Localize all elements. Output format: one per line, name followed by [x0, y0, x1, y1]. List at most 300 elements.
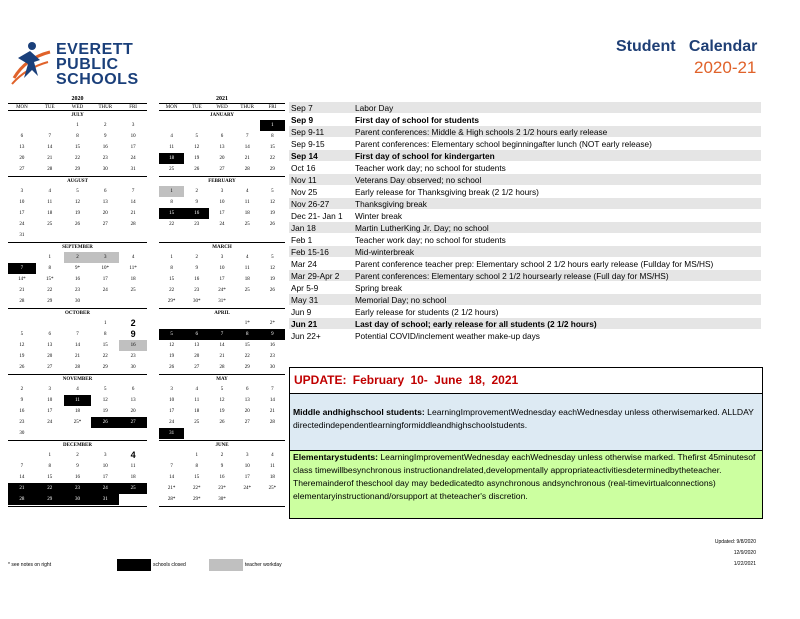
middle-high-text: LearningImprovementWednesday eachWednesday unless otherwisemarked. ALLDAY directedindependentlearningformiddleandhighschoolstudents. — [293, 407, 754, 430]
month-block — [8, 111, 147, 177]
month-name: APRIL — [214, 311, 230, 316]
event-text: Teacher work day; no school for students — [355, 235, 506, 245]
weekday-label: THUR — [98, 105, 113, 110]
week-row — [159, 263, 285, 274]
month-name: OCTOBER — [65, 311, 90, 316]
elementary-note — [290, 451, 762, 518]
day-cell: 11 — [169, 145, 175, 150]
weekday-label: TUE — [191, 105, 202, 110]
day-cell: 2* — [269, 321, 275, 326]
calendar-year-label: 2020 — [71, 96, 84, 102]
day-cell: 10 — [219, 266, 225, 271]
week-row — [8, 219, 147, 230]
day-cell: 2 — [64, 252, 92, 263]
day-cell: 20 — [47, 354, 53, 359]
day-cell: 15 — [244, 343, 250, 348]
weekday-label: WED — [71, 105, 84, 110]
day-cell: 29 — [74, 167, 80, 172]
day-cell: 29* — [167, 299, 176, 304]
day-cell: 8 — [48, 464, 51, 469]
day-cell: 6 — [48, 332, 51, 337]
day-cell: 26 — [91, 417, 119, 428]
day-cell — [8, 120, 36, 131]
week-row — [159, 318, 285, 329]
month-block — [8, 375, 147, 441]
calendar-2021 — [159, 95, 285, 507]
day-cell: 22 — [102, 354, 108, 359]
week-row — [8, 406, 147, 417]
event-date: Dec 21- Jan 1 — [291, 211, 343, 221]
weekday-label: FRI — [129, 105, 137, 110]
day-cell: 24 — [130, 156, 136, 161]
event-date: Sep 14 — [291, 151, 318, 161]
day-cell: 15 — [102, 343, 108, 348]
day-cell: 28 — [269, 420, 275, 425]
event-text: Parent conference teacher prep: Elementary school 2 1/2 hours early release (Fullday for MS/HS) — [355, 259, 714, 269]
day-cell — [8, 450, 36, 461]
update-dates — [698, 537, 756, 570]
week-row — [8, 274, 147, 285]
day-cell: 9 — [260, 329, 285, 340]
day-cell: 9 — [195, 266, 199, 271]
day-cell: 16 — [119, 340, 147, 351]
day-cell: 9 — [20, 398, 24, 403]
day-cell: 10 — [130, 134, 136, 139]
day-cell: 29 — [244, 365, 250, 370]
day-cell: 8 — [195, 464, 199, 469]
event-row — [289, 126, 761, 138]
event-row — [289, 330, 761, 342]
day-cell — [91, 230, 119, 241]
day-cell: 10 — [19, 200, 25, 205]
event-date: Jun 9 — [291, 307, 312, 317]
day-cell: 30 — [74, 299, 80, 304]
middle-high-note — [290, 394, 762, 451]
week-row — [159, 461, 285, 472]
day-cell: 31 — [159, 428, 184, 439]
day-cell: 30 — [19, 431, 25, 436]
day-cell: 10 — [102, 464, 108, 469]
day-cell: 25* — [73, 420, 82, 425]
day-cell — [260, 494, 285, 505]
day-cell: 25 — [130, 288, 136, 293]
day-cell: 21 — [130, 211, 136, 216]
weekday-label: TUE — [44, 105, 55, 110]
day-cell: 1 — [76, 123, 79, 128]
day-cell — [235, 120, 260, 131]
day-cell: 22 — [269, 156, 275, 161]
event-date: Nov 25 — [291, 187, 318, 197]
day-cell: 5 — [271, 255, 274, 260]
week-row — [8, 494, 147, 505]
week-row — [8, 285, 147, 296]
day-cell: 2 — [220, 453, 224, 458]
event-row — [289, 282, 761, 294]
day-cell: 18 — [130, 475, 136, 480]
month-name: SEPTEMBER — [62, 245, 93, 250]
week-row — [8, 395, 147, 406]
day-cell: 29 — [47, 299, 53, 304]
event-date: Sep 9-15 — [291, 139, 325, 149]
week-row — [159, 252, 285, 263]
month-block — [159, 441, 285, 507]
week-row — [159, 417, 285, 428]
day-cell — [260, 296, 285, 307]
day-cell: 27 — [119, 417, 147, 428]
month-name: JUNE — [215, 443, 229, 448]
day-cell: 21 — [269, 409, 275, 414]
day-cell: 22 — [169, 222, 175, 227]
event-date: Nov 26-27 — [291, 199, 330, 209]
event-row — [289, 174, 761, 186]
event-date: Oct 16 — [291, 163, 316, 173]
day-cell: 3 — [220, 189, 224, 194]
day-cell: 4 — [130, 450, 136, 460]
day-cell: 13 — [47, 343, 53, 348]
day-cell: 29 — [36, 494, 64, 505]
day-cell: 11 — [270, 464, 275, 469]
day-cell: 23 — [64, 483, 92, 494]
day-cell: 20 — [130, 409, 136, 414]
month-name: MARCH — [212, 245, 232, 250]
month-block — [8, 243, 147, 309]
day-cell: 2 — [195, 255, 199, 260]
day-cell: 4 — [170, 134, 173, 139]
day-cell: 5 — [76, 189, 79, 194]
day-cell: 1* — [244, 321, 250, 326]
week-row — [159, 153, 285, 164]
month-block — [159, 243, 285, 309]
day-cell: 19 — [102, 409, 108, 414]
week-row — [8, 450, 147, 461]
day-cell: 13 — [102, 200, 108, 205]
event-date: May 31 — [291, 295, 319, 305]
day-cell — [8, 318, 36, 329]
day-cell: 5 — [159, 329, 184, 340]
day-cell: 27 — [244, 420, 250, 425]
calendar-year-label: 2021 — [216, 96, 228, 102]
event-date: Feb 1 — [291, 235, 313, 245]
day-cell: 14 — [244, 145, 250, 150]
calendar-2020 — [8, 95, 147, 507]
day-cell: 20 — [194, 354, 200, 359]
week-row — [159, 428, 285, 439]
week-row — [8, 362, 147, 373]
week-row — [159, 296, 285, 307]
day-cell — [184, 318, 209, 329]
day-cell — [260, 428, 285, 439]
day-cell — [159, 318, 184, 329]
day-cell: 28 — [47, 167, 53, 172]
week-row — [159, 197, 285, 208]
month-block — [8, 441, 147, 507]
event-date: Mar 29-Apr 2 — [291, 271, 340, 281]
day-cell: 17 — [102, 475, 108, 480]
day-cell: 30 — [269, 365, 275, 370]
event-text: First day of school for students — [355, 115, 480, 125]
day-cell: 17 — [102, 277, 108, 282]
week-row — [159, 351, 285, 362]
week-row — [159, 329, 285, 340]
event-row — [289, 294, 761, 306]
event-text: Early release for students (2 1/2 hours) — [355, 307, 499, 317]
day-cell: 6 — [245, 387, 249, 392]
workday-swatch — [209, 559, 243, 571]
day-cell: 26 — [19, 365, 25, 370]
day-cell: 21 — [74, 354, 80, 359]
day-cell: 30 — [130, 365, 136, 370]
weekday-label: MON — [165, 105, 178, 110]
day-cell: 20 — [219, 156, 225, 161]
day-cell: 25 — [194, 420, 200, 425]
day-cell: 6 — [184, 329, 209, 340]
day-cell: 5 — [20, 332, 24, 337]
day-cell: 25* — [268, 486, 277, 491]
day-cell: 9 — [220, 464, 224, 469]
day-cell: 17 — [244, 475, 250, 480]
day-cell: 10 — [47, 398, 53, 403]
day-cell: 5 — [104, 387, 107, 392]
week-row — [8, 120, 147, 131]
day-cell — [209, 120, 234, 131]
day-cell: 7 — [209, 329, 234, 340]
day-cell — [235, 494, 260, 505]
week-row — [8, 263, 147, 274]
day-cell: 26 — [269, 288, 275, 293]
day-cell: 18 — [159, 153, 184, 164]
day-cell: 27 — [19, 167, 25, 172]
day-cell: 9 — [195, 200, 199, 205]
day-cell: 11 — [244, 200, 250, 205]
day-cell: 16 — [184, 208, 209, 219]
day-cell: 17 — [19, 211, 25, 216]
event-row — [289, 234, 761, 246]
day-cell — [36, 428, 64, 439]
day-cell: 17 — [219, 277, 225, 282]
day-cell: 14 — [74, 343, 80, 348]
day-cell: 5 — [220, 387, 224, 392]
day-cell: 5 — [195, 134, 199, 139]
day-cell: 12 — [74, 200, 80, 205]
event-row — [289, 270, 761, 282]
week-row — [8, 230, 147, 241]
events-list — [289, 102, 761, 342]
week-row — [159, 362, 285, 373]
day-cell: 31 — [19, 233, 25, 238]
day-cell: 19 — [219, 409, 225, 414]
day-cell: 30* — [218, 497, 226, 502]
day-cell: 4 — [245, 189, 249, 194]
page-title: Student Calendar — [616, 38, 758, 55]
month-block — [159, 177, 285, 243]
event-date: Apr 5-9 — [291, 283, 319, 293]
day-cell: 11 — [64, 395, 92, 406]
day-cell: 12 — [19, 343, 25, 348]
day-cell: 22 — [244, 354, 250, 359]
day-cell: 7 — [245, 134, 249, 139]
day-cell: 3 — [91, 252, 119, 263]
week-row — [8, 417, 147, 428]
day-cell: 9 — [76, 464, 79, 469]
day-cell: 3 — [220, 255, 224, 260]
event-date: Jun 22+ — [291, 331, 321, 341]
legend-closed: schools closed — [153, 562, 186, 568]
day-cell: 24 — [219, 222, 225, 227]
day-cell: 24 — [102, 288, 108, 293]
day-cell: 8 — [104, 332, 107, 337]
day-cell: 17 — [169, 409, 175, 414]
school-year: 2020-21 — [694, 58, 757, 77]
weekday-label: FRI — [268, 105, 277, 110]
week-row — [159, 472, 285, 483]
day-cell: 26 — [74, 222, 80, 227]
event-text: Early release for Thanksgiving break (2 1/2 hours) — [355, 187, 539, 197]
day-cell: 11* — [129, 266, 137, 271]
week-row — [159, 494, 285, 505]
day-cell: 7 — [271, 387, 274, 392]
month-name: DECEMBER — [63, 443, 92, 448]
event-text: Parent conferences: Middle & High schools 2 1/2 hours early release — [355, 127, 608, 137]
week-row — [8, 142, 147, 153]
day-cell: 12 — [219, 398, 225, 403]
day-cell — [159, 120, 184, 131]
week-row — [8, 208, 147, 219]
week-row — [159, 483, 285, 494]
week-row — [8, 351, 147, 362]
week-row — [159, 340, 285, 351]
day-cell: 6 — [131, 387, 135, 392]
day-cell: 11 — [130, 464, 136, 469]
event-date: Feb 15-16 — [291, 247, 329, 257]
month-name: FEBRUARY — [208, 179, 236, 184]
day-cell: 25 — [244, 222, 250, 227]
day-cell: 19 — [74, 211, 80, 216]
day-cell: 23 — [19, 420, 25, 425]
day-cell: 7 — [48, 134, 51, 139]
week-row — [159, 285, 285, 296]
closed-swatch — [117, 559, 151, 571]
day-cell: 13 — [19, 145, 25, 150]
day-cell: 18 — [47, 211, 53, 216]
day-cell: 9* — [74, 266, 80, 271]
day-cell: 3 — [104, 453, 107, 458]
day-cell: 23 — [130, 354, 136, 359]
day-cell: 24 — [47, 420, 53, 425]
month-block — [8, 309, 147, 375]
day-cell: 2 — [76, 453, 79, 458]
day-cell: 19 — [169, 354, 175, 359]
week-row — [159, 208, 285, 219]
day-cell: 22 — [74, 156, 80, 161]
day-cell: 2 — [130, 318, 136, 328]
day-cell: 16 — [219, 475, 225, 480]
day-cell: 6 — [104, 189, 107, 194]
event-date: Jan 18 — [291, 223, 316, 233]
day-cell: 16 — [102, 145, 108, 150]
day-cell: 30* — [193, 299, 201, 304]
day-cell: 2 — [20, 387, 24, 392]
day-cell: 26 — [269, 222, 275, 227]
day-cell: 28* — [167, 497, 176, 502]
day-cell: 10 — [219, 200, 225, 205]
day-cell: 8 — [48, 266, 51, 271]
day-cell — [184, 428, 209, 439]
day-cell: 24* — [243, 486, 251, 491]
event-text: Thanksgiving break — [355, 199, 427, 209]
day-cell: 21 — [219, 354, 225, 359]
day-cell — [159, 450, 184, 461]
event-text: Parent conferences: Elementary school 2 1/2 hoursearly release (Full day for MS/HS) — [355, 271, 669, 281]
legend — [8, 557, 298, 571]
day-cell: 18 — [194, 409, 200, 414]
day-cell: 8 — [76, 134, 79, 139]
day-cell: 21 — [244, 156, 250, 161]
week-row — [8, 483, 147, 494]
month-block — [159, 309, 285, 375]
update-box — [289, 367, 763, 519]
day-cell: 28 — [74, 365, 80, 370]
day-cell: 15 — [269, 145, 275, 150]
event-row — [289, 150, 761, 162]
weekday-header — [8, 103, 147, 111]
day-cell: 12 — [269, 266, 275, 271]
day-cell: 18 — [244, 277, 250, 282]
day-cell: 10 — [244, 464, 250, 469]
district-logo — [10, 38, 160, 94]
month-name: MAY — [216, 377, 228, 382]
event-row — [289, 210, 761, 222]
week-row — [8, 340, 147, 351]
day-cell — [260, 230, 285, 241]
day-cell: 10 — [169, 398, 175, 403]
week-row — [8, 197, 147, 208]
day-cell: 17 — [130, 145, 136, 150]
day-cell: 7 — [20, 464, 24, 469]
day-cell: 19 — [194, 156, 200, 161]
event-text: Spring break — [355, 283, 403, 293]
day-cell: 30 — [102, 167, 108, 172]
day-cell: 21 — [47, 156, 53, 161]
day-cell: 29 — [269, 167, 275, 172]
event-date: Nov 11 — [291, 175, 317, 185]
day-cell: 8 — [271, 134, 274, 139]
day-cell: 27 — [194, 365, 200, 370]
day-cell — [235, 296, 260, 307]
day-cell: 16 — [194, 277, 200, 282]
event-row — [289, 306, 761, 318]
day-cell: 4 — [271, 453, 274, 458]
day-cell: 26 — [169, 365, 175, 370]
event-text: Last day of school; early release for all students (2 1/2 hours) — [355, 319, 597, 329]
day-cell — [64, 230, 92, 241]
week-row — [159, 131, 285, 142]
day-cell: 16 — [269, 343, 275, 348]
day-cell: 27 — [102, 222, 108, 227]
day-cell: 14 — [169, 475, 175, 480]
day-cell: 12 — [102, 398, 108, 403]
week-row — [8, 329, 147, 340]
month-block — [159, 375, 285, 441]
day-cell: 4 — [131, 255, 135, 260]
day-cell: 7 — [76, 332, 79, 337]
week-row — [8, 428, 147, 439]
month-name: NOVEMBER — [62, 377, 93, 382]
day-cell: 31 — [130, 167, 136, 172]
day-cell — [235, 428, 260, 439]
day-cell: 1 — [260, 120, 285, 131]
day-cell: 16 — [74, 475, 80, 480]
day-cell: 13 — [244, 398, 250, 403]
